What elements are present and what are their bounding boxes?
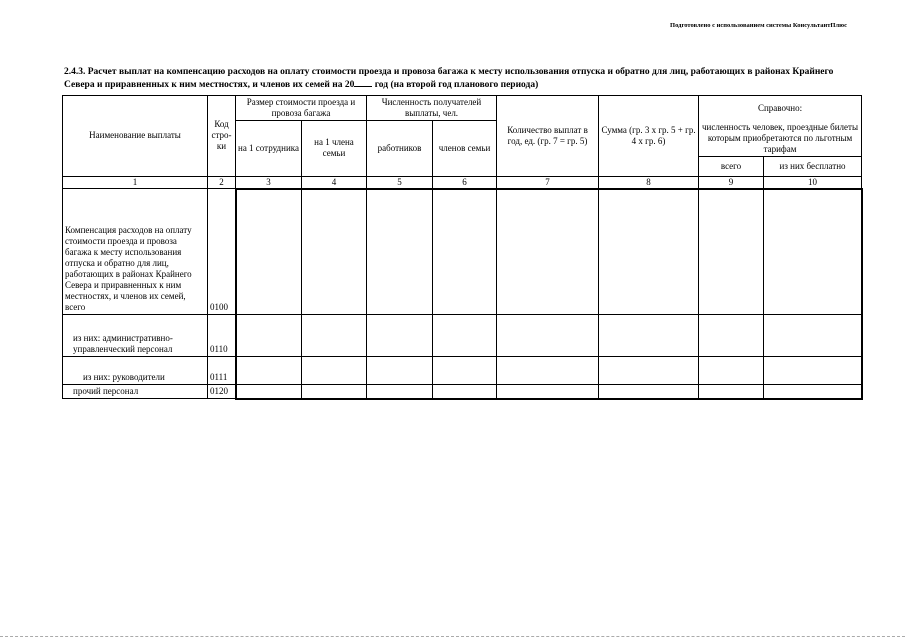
- input-cell[interactable]: [236, 315, 302, 357]
- row-code: 0111: [208, 357, 236, 385]
- input-cell[interactable]: [764, 189, 862, 315]
- header-cost-employee: на 1 сотрудника: [236, 121, 302, 177]
- input-cell[interactable]: [764, 357, 862, 385]
- row-name: прочий персонал: [63, 385, 208, 399]
- input-cell[interactable]: [367, 189, 433, 315]
- input-cell[interactable]: [497, 315, 599, 357]
- source-note: Подготовлено с использованием системы КонсультантПлюс: [670, 22, 847, 29]
- input-cell[interactable]: [699, 357, 764, 385]
- table-row: [63, 357, 862, 385]
- title-text-end: год (на второй год планового периода): [372, 80, 539, 90]
- row-code: 0110: [208, 315, 236, 357]
- input-cell[interactable]: [497, 385, 599, 399]
- row-name: Компенсация расходов на оплату стоимости проезда и провоза багажа к месту использования отпуска и обратно для лиц, работающих в районах Крайнего Севера и приравненных к ним местностях, и членов их семей, всего: [63, 189, 208, 315]
- column-number: 10: [764, 176, 862, 189]
- header-reference-group: Справочно:: [699, 96, 862, 121]
- title-text: 2.4.3. Расчет выплат на компенсацию расходов на оплату стоимости проезда и провоза багажа к месту использования отпуска и обратно для лиц, работающих в районах Крайнего Севера и приравненных к ним местностях, и членов их семей на 20: [64, 67, 834, 90]
- row-code: 0100: [208, 189, 236, 315]
- input-cell[interactable]: [302, 315, 367, 357]
- input-cell[interactable]: [236, 357, 302, 385]
- input-cell[interactable]: [699, 315, 764, 357]
- input-cell[interactable]: [497, 189, 599, 315]
- header-cost-group: Размер стоимости проезда и провоза багажа: [236, 96, 367, 121]
- header-recipients-workers: работников: [367, 121, 433, 177]
- header-recipients-family: членов семьи: [433, 121, 497, 177]
- column-number: 3: [236, 176, 302, 189]
- column-number: 9: [699, 176, 764, 189]
- input-cell[interactable]: [302, 189, 367, 315]
- input-cell[interactable]: [599, 357, 699, 385]
- row-code: 0120: [208, 385, 236, 399]
- header-count: Количество выплат в год, ед. (гр. 7 = гр. 5): [497, 96, 599, 177]
- table-row: [63, 385, 862, 399]
- section-title: [64, 66, 854, 91]
- column-number: 2: [208, 176, 236, 189]
- input-cell[interactable]: [699, 189, 764, 315]
- input-cell[interactable]: [599, 315, 699, 357]
- row-name: из них: руководители: [63, 357, 208, 385]
- header-cost-family: на 1 члена семьи: [302, 121, 367, 177]
- column-number: 4: [302, 176, 367, 189]
- input-cell[interactable]: [764, 315, 862, 357]
- input-cell[interactable]: [699, 385, 764, 399]
- column-number: 7: [497, 176, 599, 189]
- header-code: Код стро-ки: [208, 96, 236, 177]
- header-sum: Сумма (гр. 3 x гр. 5 + гр. 4 x гр. 6): [599, 96, 699, 177]
- input-cell[interactable]: [599, 189, 699, 315]
- header-ref-free: из них бесплатно: [764, 156, 862, 176]
- input-cell[interactable]: [433, 315, 497, 357]
- header-name: Наименование выплаты: [63, 96, 208, 177]
- column-number: 5: [367, 176, 433, 189]
- column-number: 1: [63, 176, 208, 189]
- input-cell[interactable]: [236, 189, 302, 315]
- input-cell[interactable]: [367, 315, 433, 357]
- input-cell[interactable]: [433, 385, 497, 399]
- year-blank: [354, 78, 372, 87]
- column-numbers-row: [63, 176, 862, 189]
- column-number: 6: [433, 176, 497, 189]
- column-number: 8: [599, 176, 699, 189]
- header-recipients-group: Численность получателей выплаты, чел.: [367, 96, 497, 121]
- input-cell[interactable]: [302, 357, 367, 385]
- page-bottom-divider: [0, 636, 905, 637]
- input-cell[interactable]: [433, 357, 497, 385]
- table-row: [63, 315, 862, 357]
- input-cell[interactable]: [433, 189, 497, 315]
- input-cell[interactable]: [599, 385, 699, 399]
- payment-table: [62, 95, 863, 400]
- header-reference-desc: численность человек, проездные билеты которым приобретаются по льготным тарифам: [699, 121, 862, 157]
- header-ref-total: всего: [699, 156, 764, 176]
- input-cell[interactable]: [764, 385, 862, 399]
- input-cell[interactable]: [367, 357, 433, 385]
- input-cell[interactable]: [236, 385, 302, 399]
- input-cell[interactable]: [302, 385, 367, 399]
- input-cell[interactable]: [367, 385, 433, 399]
- row-name: из них: административно-управленческий персонал: [63, 315, 208, 357]
- input-cell[interactable]: [497, 357, 599, 385]
- table-row: [63, 189, 862, 315]
